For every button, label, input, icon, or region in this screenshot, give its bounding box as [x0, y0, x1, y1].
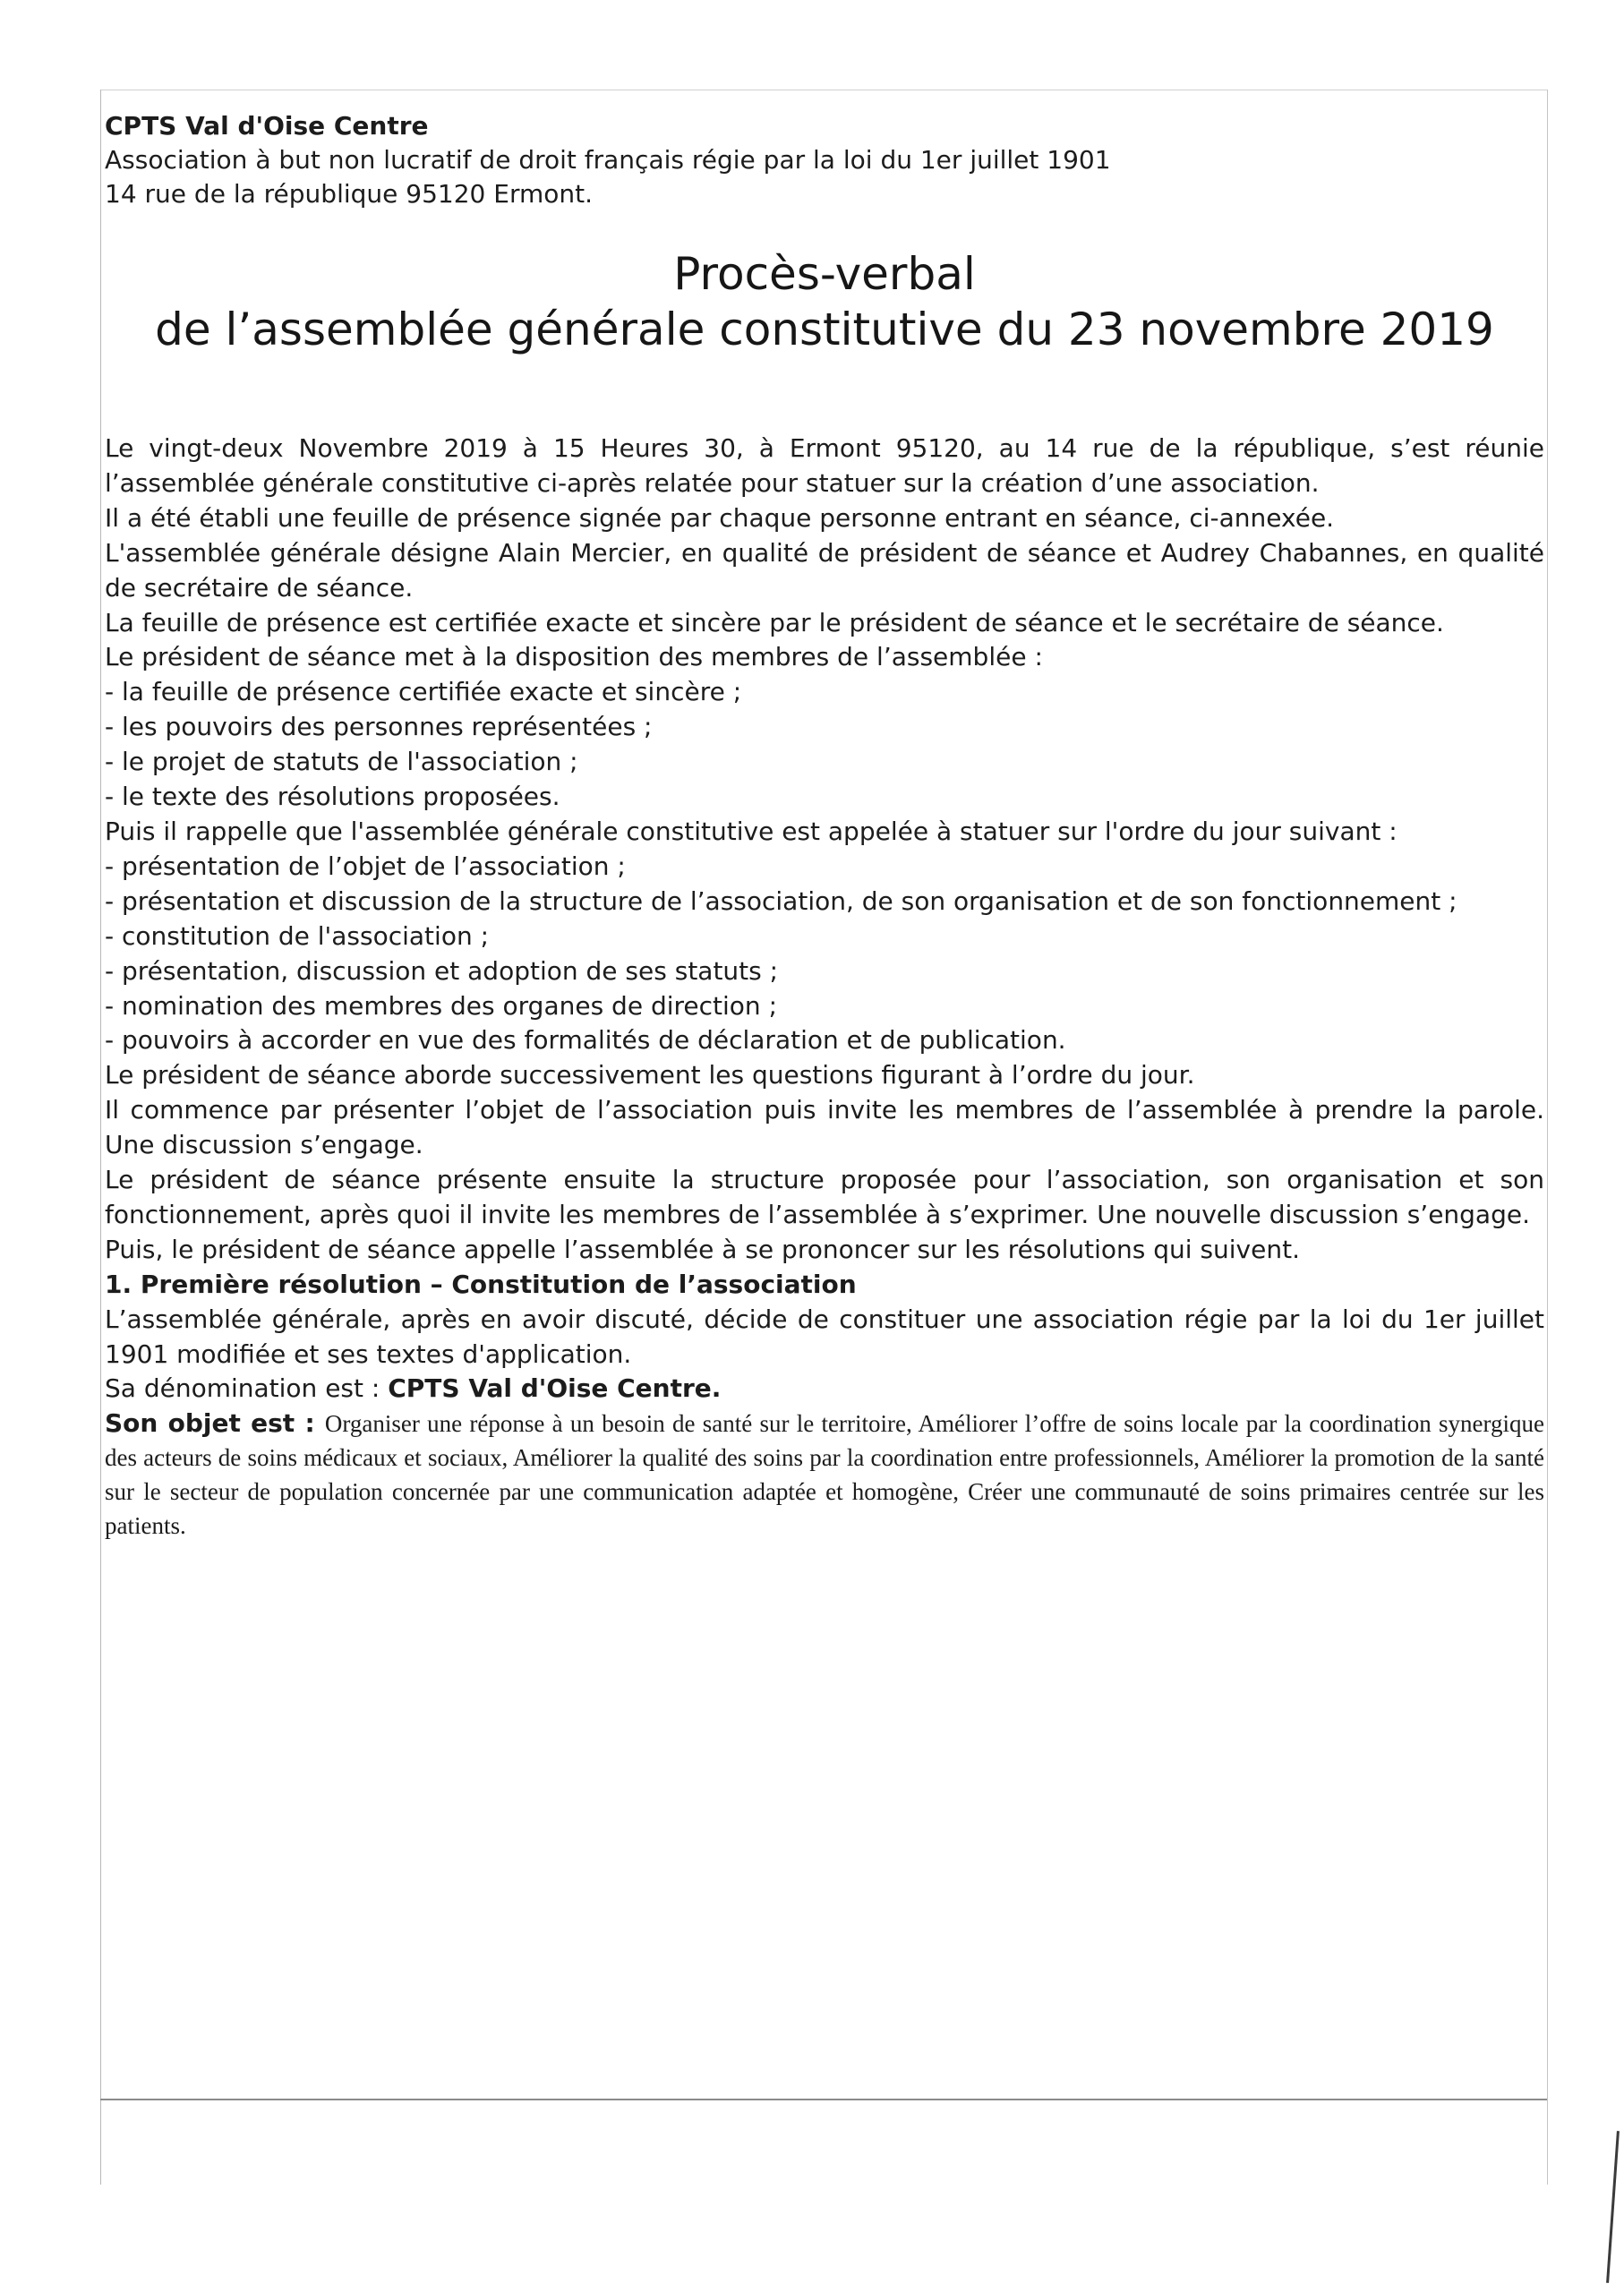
list-item: - le projet de statuts de l'association ;: [105, 747, 578, 777]
paragraph: Il a été établi une feuille de présence signée par chaque personne entrant en séance, ci-annexée.: [105, 502, 1335, 533]
page-frame-left: [100, 90, 101, 2185]
list-item: - présentation de l’objet de l’association ;: [105, 851, 626, 881]
org-address: 14 rue de la république 95120 Ermont.: [105, 179, 593, 209]
list-item: - pouvoirs à accorder en vue des formalités de déclaration et de publication.: [105, 1025, 1066, 1056]
paragraph: L'assemblée générale désigne Alain Mercier, en qualité de président de séance et Audrey Chabannes, en qualité de secrétaire de séance.: [105, 537, 1544, 603]
paragraph: Puis, le président de séance appelle l’assemblée à se prononcer sur les résolutions qui suivent.: [105, 1234, 1300, 1264]
org-name: CPTS Val d'Oise Centre: [105, 111, 429, 141]
paragraph: Le président de séance aborde successivement les questions figurant à l’ordre du jour.: [105, 1060, 1195, 1090]
list-item: - la feuille de présence certifiée exacte et sincère ;: [105, 677, 742, 707]
objet-text: Organiser une réponse à un besoin de santé sur le territoire, Améliorer l’offre de soins locale par la coordination synergique des acteurs de soins médicaux et sociaux, Améliorer la qualité des soins par la coordination entre professionnels, Améliorer la promotion de la santé sur le secteur de population concernée par une communication adaptée et homogène, Créer une communauté de soins primaires centrée sur les patients.: [105, 1410, 1544, 1540]
footer-divider: [100, 2099, 1547, 2100]
list-item: - présentation, discussion et adoption de ses statuts ;: [105, 955, 779, 986]
paragraph: Il commence par présenter l’objet de l’association puis invite les membres de l’assemblée à prendre la parole. Une discussion s’engage.: [105, 1095, 1544, 1160]
document-body: [105, 432, 1544, 1543]
list-item: - nomination des membres des organes de direction ;: [105, 990, 777, 1021]
denomination-line: [105, 1372, 1544, 1407]
org-legal-line: Association à but non lucratif de droit français régie par la loi du 1er juillet 1901: [105, 145, 1111, 175]
scan-artifact: [1606, 2131, 1620, 2283]
objet-label: Son objet est :: [105, 1408, 325, 1439]
resolution-text: L’assemblée générale, après en avoir discuté, décide de constituer une association régie par la loi du 1er juillet 1901 modifiée et ses textes d'application.: [105, 1304, 1544, 1369]
paragraph: Le président de séance présente ensuite la structure proposée pour l’association, son organisation et son fonctionnement, après quoi il invite les membres de l’assemblée à s’exprimer. Une nouvelle discussion s’engage.: [105, 1165, 1544, 1229]
resolution-heading: 1. Première résolution – Constitution de l’association: [105, 1269, 857, 1299]
list-item: - présentation et discussion de la structure de l’association, de son organisation et de son fonctionnement ;: [105, 885, 1457, 916]
page-frame-right: [1547, 90, 1548, 2185]
denomination-value: CPTS Val d'Oise Centre.: [388, 1373, 722, 1404]
title-line-2: de l’assemblée générale constitutive du 23 novembre 2019: [155, 304, 1494, 355]
denomination-label: Sa dénomination est :: [105, 1373, 389, 1404]
list-item: - les pouvoirs des personnes représentées ;: [105, 712, 653, 742]
paragraph: Le président de séance met à la disposition des membres de l’assemblée :: [105, 642, 1043, 672]
paragraph: La feuille de présence est certifiée exacte et sincère par le président de séance et le secrétaire de séance.: [105, 607, 1444, 637]
document-page: [105, 109, 1544, 1543]
paragraph: Puis il rappelle que l'assemblée générale constitutive est appelée à statuer sur l'ordre du jour suivant :: [105, 816, 1397, 846]
objet-paragraph: [105, 1407, 1544, 1543]
title-line-1: Procès-verbal: [673, 248, 976, 300]
paragraph: Le vingt-deux Novembre 2019 à 15 Heures 30, à Ermont 95120, au 14 rue de la république, s’est réunie l’assemblée générale constitutive ci-après relatée pour statuer sur la création d’une association.: [105, 433, 1544, 498]
list-item: - le texte des résolutions proposées.: [105, 782, 560, 812]
document-title: [105, 247, 1544, 356]
list-item: - constitution de l'association ;: [105, 920, 490, 951]
letterhead: [105, 109, 1544, 211]
